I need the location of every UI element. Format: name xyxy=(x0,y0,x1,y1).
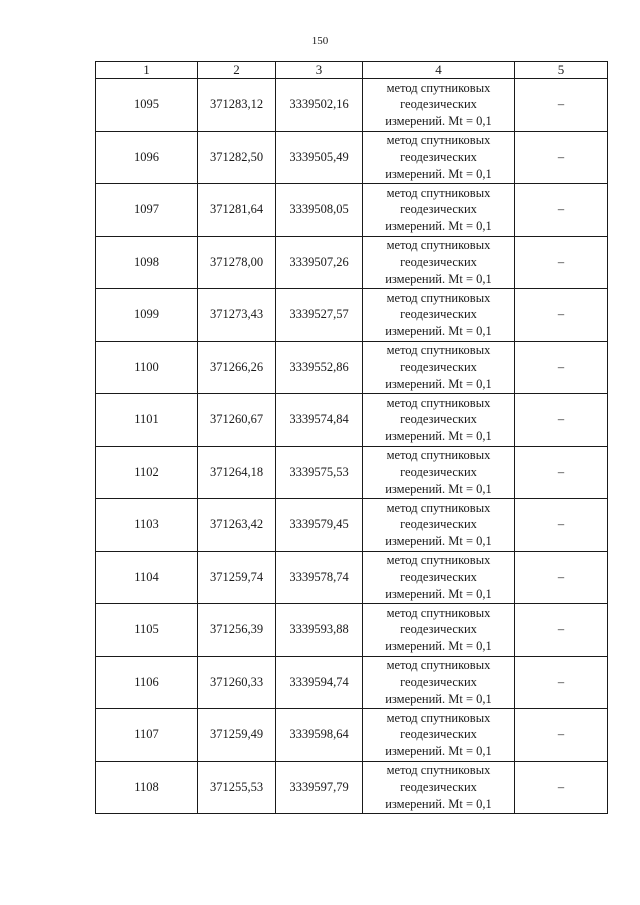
column-header: 5 xyxy=(515,62,608,79)
point-number: 1105 xyxy=(96,604,198,657)
note-cell: – xyxy=(515,289,608,342)
method-line: метод спутниковых xyxy=(386,448,491,463)
coordinate-y: 3339507,26 xyxy=(276,236,363,289)
method-cell xyxy=(363,394,515,447)
table-row xyxy=(96,709,608,762)
note-cell: – xyxy=(515,236,608,289)
method-line: измерений. Mt = 0,1 xyxy=(385,324,492,339)
note-cell: – xyxy=(515,446,608,499)
method-cell xyxy=(363,709,515,762)
coordinate-y: 3339593,88 xyxy=(276,604,363,657)
note-cell: – xyxy=(515,394,608,447)
method-line: геодезических xyxy=(400,412,477,427)
method-line: метод спутниковых xyxy=(386,605,491,620)
method-line: метод спутниковых xyxy=(386,763,491,778)
point-number: 1098 xyxy=(96,236,198,289)
coordinate-y: 3339508,05 xyxy=(276,184,363,237)
coordinate-y: 3339578,74 xyxy=(276,551,363,604)
method-line: метод спутниковых xyxy=(386,290,491,305)
note-cell: – xyxy=(515,656,608,709)
note-cell: – xyxy=(515,79,608,132)
coordinate-x: 371259,74 xyxy=(198,551,276,604)
method-line: геодезических xyxy=(400,727,477,742)
method-cell xyxy=(363,446,515,499)
method-line: геодезических xyxy=(400,779,477,794)
method-line: геодезических xyxy=(400,517,477,532)
method-line: метод спутниковых xyxy=(386,343,491,358)
point-number: 1104 xyxy=(96,551,198,604)
coordinate-x: 371273,43 xyxy=(198,289,276,342)
point-number: 1101 xyxy=(96,394,198,447)
coordinate-x: 371259,49 xyxy=(198,709,276,762)
method-cell xyxy=(363,499,515,552)
method-cell xyxy=(363,656,515,709)
column-header: 4 xyxy=(363,62,515,79)
coordinate-y: 3339594,74 xyxy=(276,656,363,709)
method-line: метод спутниковых xyxy=(386,500,491,515)
method-line: метод спутниковых xyxy=(386,185,491,200)
table-row xyxy=(96,131,608,184)
point-number: 1100 xyxy=(96,341,198,394)
method-line: геодезических xyxy=(400,569,477,584)
note-cell: – xyxy=(515,131,608,184)
method-line: метод спутниковых xyxy=(386,395,491,410)
coordinate-y: 3339579,45 xyxy=(276,499,363,552)
method-line: геодезических xyxy=(400,202,477,217)
method-line: геодезических xyxy=(400,254,477,269)
column-header: 3 xyxy=(276,62,363,79)
coordinate-x: 371282,50 xyxy=(198,131,276,184)
coordinate-y: 3339575,53 xyxy=(276,446,363,499)
page-number: 150 xyxy=(311,35,329,47)
method-line: измерений. Mt = 0,1 xyxy=(385,114,492,129)
point-number: 1097 xyxy=(96,184,198,237)
method-line: измерений. Mt = 0,1 xyxy=(385,429,492,444)
method-cell xyxy=(363,79,515,132)
method-cell xyxy=(363,761,515,814)
method-line: измерений. Mt = 0,1 xyxy=(385,796,492,811)
point-number: 1096 xyxy=(96,131,198,184)
coordinate-y: 3339552,86 xyxy=(276,341,363,394)
coordinate-y: 3339574,84 xyxy=(276,394,363,447)
method-line: геодезических xyxy=(400,359,477,374)
coordinate-x: 371266,26 xyxy=(198,341,276,394)
method-line: измерений. Mt = 0,1 xyxy=(385,744,492,759)
point-number: 1106 xyxy=(96,656,198,709)
coordinate-y: 3339505,49 xyxy=(276,131,363,184)
table-row xyxy=(96,79,608,132)
point-number: 1103 xyxy=(96,499,198,552)
note-cell: – xyxy=(515,551,608,604)
method-line: геодезических xyxy=(400,149,477,164)
coordinate-x: 371281,64 xyxy=(198,184,276,237)
method-line: геодезических xyxy=(400,622,477,637)
method-line: измерений. Mt = 0,1 xyxy=(385,586,492,601)
coordinate-y: 3339597,79 xyxy=(276,761,363,814)
method-line: измерений. Mt = 0,1 xyxy=(385,534,492,549)
method-line: измерений. Mt = 0,1 xyxy=(385,639,492,654)
table-row xyxy=(96,656,608,709)
note-cell: – xyxy=(515,499,608,552)
method-cell xyxy=(363,604,515,657)
method-cell xyxy=(363,289,515,342)
table-row xyxy=(96,604,608,657)
coordinate-y: 3339598,64 xyxy=(276,709,363,762)
note-cell: – xyxy=(515,604,608,657)
method-line: метод спутниковых xyxy=(386,553,491,568)
method-cell xyxy=(363,131,515,184)
table-header-row xyxy=(96,62,608,79)
coordinate-x: 371260,33 xyxy=(198,656,276,709)
method-line: метод спутниковых xyxy=(386,238,491,253)
method-line: метод спутниковых xyxy=(386,133,491,148)
coordinate-x: 371263,42 xyxy=(198,499,276,552)
column-header: 2 xyxy=(198,62,276,79)
method-cell xyxy=(363,341,515,394)
method-line: геодезических xyxy=(400,97,477,112)
coordinate-x: 371256,39 xyxy=(198,604,276,657)
point-number: 1102 xyxy=(96,446,198,499)
coordinate-x: 371255,53 xyxy=(198,761,276,814)
coordinate-x: 371260,67 xyxy=(198,394,276,447)
method-line: метод спутниковых xyxy=(386,710,491,725)
table-row xyxy=(96,289,608,342)
note-cell: – xyxy=(515,341,608,394)
point-number: 1099 xyxy=(96,289,198,342)
method-line: измерений. Mt = 0,1 xyxy=(385,481,492,496)
coordinate-y: 3339527,57 xyxy=(276,289,363,342)
coordinate-y: 3339502,16 xyxy=(276,79,363,132)
coordinates-table xyxy=(95,61,608,814)
coordinate-x: 371283,12 xyxy=(198,79,276,132)
note-cell: – xyxy=(515,709,608,762)
method-line: измерений. Mt = 0,1 xyxy=(385,376,492,391)
table-row xyxy=(96,499,608,552)
method-cell xyxy=(363,551,515,604)
method-line: геодезических xyxy=(400,307,477,322)
method-cell xyxy=(363,184,515,237)
method-line: геодезических xyxy=(400,464,477,479)
table-row xyxy=(96,394,608,447)
note-cell: – xyxy=(515,761,608,814)
coordinate-x: 371278,00 xyxy=(198,236,276,289)
table-body xyxy=(96,79,608,814)
column-header: 1 xyxy=(96,62,198,79)
method-line: измерений. Mt = 0,1 xyxy=(385,691,492,706)
note-cell: – xyxy=(515,184,608,237)
point-number: 1108 xyxy=(96,761,198,814)
table-row xyxy=(96,761,608,814)
coordinate-x: 371264,18 xyxy=(198,446,276,499)
table-row xyxy=(96,236,608,289)
method-line: измерений. Mt = 0,1 xyxy=(385,166,492,181)
method-line: измерений. Mt = 0,1 xyxy=(385,271,492,286)
table-row xyxy=(96,184,608,237)
method-line: геодезических xyxy=(400,674,477,689)
table-row xyxy=(96,446,608,499)
method-line: метод спутниковых xyxy=(386,80,491,95)
method-cell xyxy=(363,236,515,289)
point-number: 1095 xyxy=(96,79,198,132)
point-number: 1107 xyxy=(96,709,198,762)
table-row xyxy=(96,341,608,394)
method-line: метод спутниковых xyxy=(386,658,491,673)
table-row xyxy=(96,551,608,604)
method-line: измерений. Mt = 0,1 xyxy=(385,219,492,234)
